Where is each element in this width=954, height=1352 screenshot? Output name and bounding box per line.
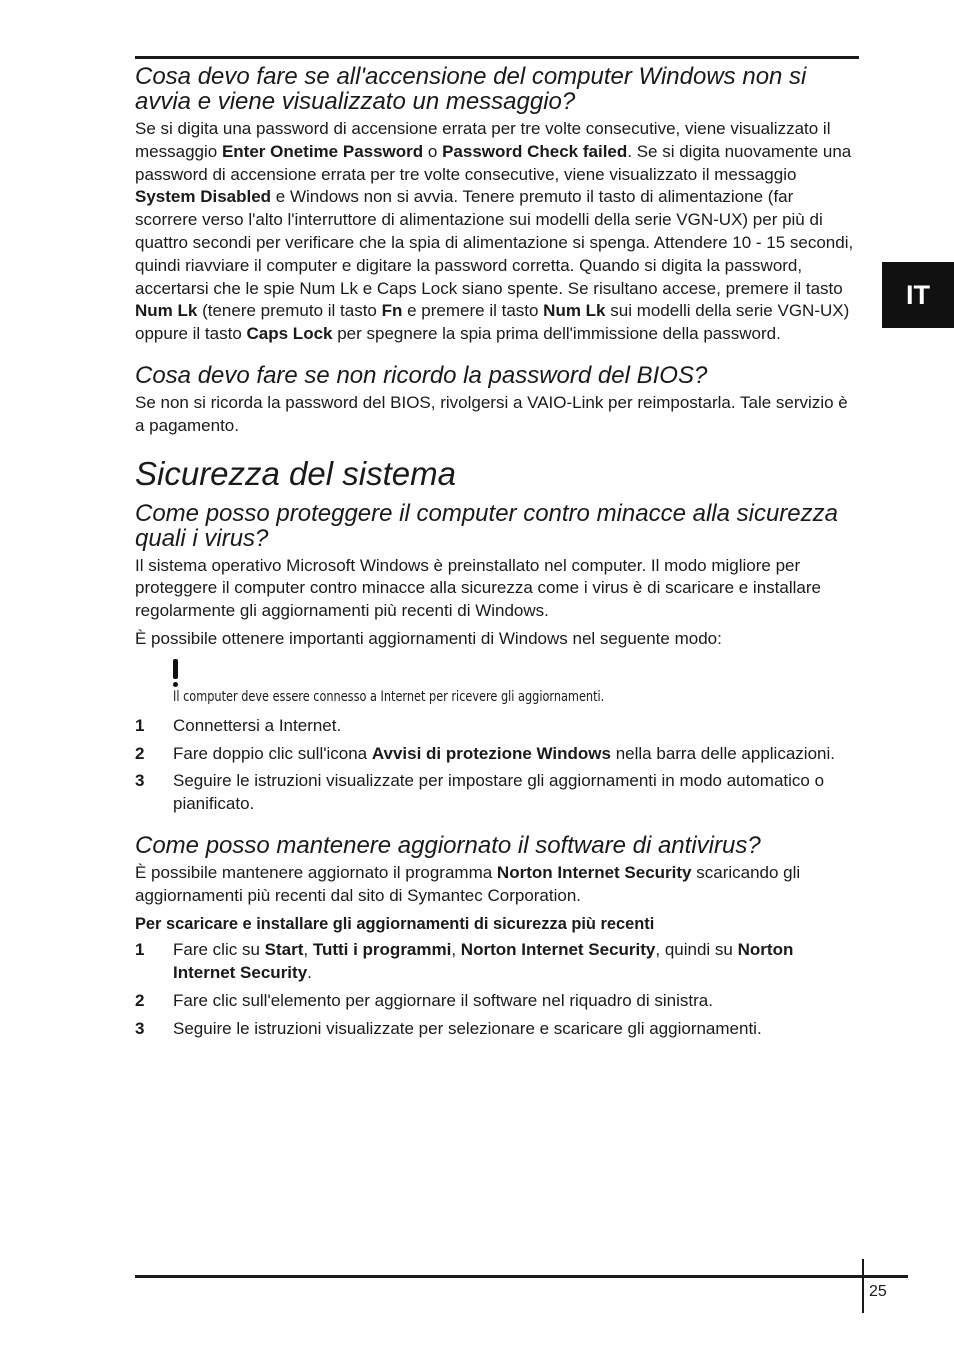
text-segment: Enter Onetime Password bbox=[221, 141, 424, 161]
text-segment: Se si digita una password di accensione errata per tre volte consecutive, viene visualizzato il messaggio bbox=[135, 119, 831, 161]
step-segment: Norton Internet Security bbox=[173, 940, 794, 983]
text-segment: Caps Lock bbox=[246, 324, 333, 344]
chapter-title: Sicurezza del sistema bbox=[135, 454, 456, 492]
text-segment: (tenere premuto il tasto bbox=[197, 301, 382, 321]
step-number: 1 bbox=[135, 715, 145, 735]
section-body-bios-password: Se non si ricorda la password del BIOS, rivolgersi a VAIO-Link per reimpostarla. Tale servizio è a pagamento. bbox=[135, 392, 848, 435]
step-number: 3 bbox=[135, 771, 145, 791]
step-segment: Connettersi a Internet. bbox=[173, 715, 342, 735]
step-segment: Norton Internet Security bbox=[460, 940, 656, 960]
text-segment: . Se si digita nuovamente una password di accensione errata per tre volte consecutive, viene visualizzato il messaggio bbox=[135, 141, 852, 184]
text-segment: Num Lk bbox=[135, 301, 198, 321]
list-item bbox=[135, 743, 859, 766]
step-number: 2 bbox=[135, 990, 145, 1010]
step-segment: Start bbox=[264, 940, 304, 960]
step-segment: Fare clic sull'elemento per aggiornare il software nel riquadro di sinistra. bbox=[173, 990, 713, 1010]
exclamation-icon bbox=[173, 659, 178, 679]
step-segment: , quindi su bbox=[655, 940, 738, 960]
step-segment: nella barra delle applicazioni. bbox=[611, 743, 835, 763]
text-segment: e premere il tasto bbox=[402, 301, 544, 321]
step-segment: Seguire le istruzioni visualizzate per selezionare e scaricare gli aggiornamenti. bbox=[173, 1018, 762, 1038]
section-body-virus-protection: Il sistema operativo Microsoft Windows è preinstallato nel computer. Il modo migliore per proteggere il computer contro minacce alla sicurezza come i virus è di scaricare e installare regolarmente gli aggiornamenti più recenti di Windows. bbox=[135, 555, 821, 621]
step-number: 2 bbox=[135, 743, 145, 763]
step-text bbox=[173, 1018, 859, 1041]
step-text bbox=[173, 770, 859, 816]
text-segment: System Disabled bbox=[135, 187, 272, 207]
section-heading-antivirus: Come posso mantenere aggiornato il software di antivirus? bbox=[135, 831, 761, 859]
list-item bbox=[135, 1018, 859, 1041]
section-body-antivirus bbox=[135, 862, 859, 908]
note-block bbox=[173, 659, 859, 707]
step-number: 1 bbox=[135, 940, 145, 960]
page-number-divider bbox=[862, 1259, 864, 1313]
page-number: 25 bbox=[869, 1283, 887, 1300]
list-item bbox=[135, 715, 859, 738]
step-segment: Tutti i programmi bbox=[312, 940, 452, 960]
section-heading-windows-message: Cosa devo fare se all'accensione del computer Windows non si avvia e viene visualizzato un messaggio? bbox=[135, 63, 807, 115]
step-text bbox=[173, 939, 859, 985]
procedure-title: Per scaricare e installare gli aggiornamenti di sicurezza più recenti bbox=[135, 914, 655, 933]
list-item bbox=[135, 990, 859, 1013]
text-segment: o bbox=[423, 141, 443, 161]
language-tab: IT bbox=[882, 262, 954, 328]
text-segment: e Windows non si avvia. Tenere premuto il tasto di alimentazione (far scorrere verso l'alto l'interruttore di alimentazione sui modelli della serie VGN-UX) per più di quattro secondi per verificare che la spia di alimentazione si spenga. Attendere 10 - 15 secondi, quindi riavviare il computer e digitare la password corretta. Quando si digita la password, accertarsi che le spie Num Lk e Caps Lock siano spente. Se risultano accese, premere il tasto bbox=[135, 187, 854, 298]
text-segment: Password Check failed bbox=[442, 141, 628, 161]
step-number: 3 bbox=[135, 1018, 145, 1038]
step-segment: Fare doppio clic sull'icona bbox=[173, 743, 372, 763]
step-segment: , bbox=[451, 940, 461, 960]
text-segment: sui modelli della serie VGN-UX) oppure il tasto bbox=[135, 301, 850, 344]
text-segment: Fn bbox=[381, 301, 403, 321]
step-segment: Seguire le istruzioni visualizzate per impostare gli aggiornamenti in modo automatico o pianificato. bbox=[173, 771, 825, 814]
list-item bbox=[135, 770, 859, 816]
bottom-rule bbox=[135, 1275, 908, 1278]
windows-update-steps bbox=[135, 715, 859, 816]
text-segment: Norton Internet Security bbox=[496, 862, 692, 882]
antivirus-update-steps bbox=[135, 939, 859, 1040]
step-text bbox=[173, 990, 859, 1013]
step-segment: Fare clic su bbox=[173, 940, 265, 960]
top-rule bbox=[135, 56, 859, 59]
step-text bbox=[173, 743, 859, 766]
section-body-windows-message bbox=[135, 118, 859, 346]
section-heading-virus-protection: Come posso proteggere il computer contro minacce alla sicurezza quali i virus? bbox=[135, 499, 838, 552]
page-content bbox=[135, 64, 859, 1046]
text-segment: Num Lk bbox=[543, 301, 606, 321]
text-segment: per spegnere la spia prima dell'immissione della password. bbox=[332, 324, 781, 344]
section-body-updates-intro: È possibile ottenere importanti aggiornamenti di Windows nel seguente modo: bbox=[135, 628, 722, 648]
text-segment: È possibile mantenere aggiornato il programma bbox=[135, 862, 497, 882]
step-segment: , bbox=[303, 940, 313, 960]
step-segment: Avvisi di protezione Windows bbox=[371, 743, 611, 763]
note-text: Il computer deve essere connesso a Internet per ricevere gli aggiornamenti. bbox=[173, 688, 605, 705]
text-segment: scaricando gli aggiornamenti più recenti dal sito di Symantec Corporation. bbox=[135, 862, 801, 905]
list-item bbox=[135, 939, 859, 985]
step-segment: . bbox=[307, 963, 312, 983]
step-text bbox=[173, 715, 859, 738]
section-heading-bios-password: Cosa devo fare se non ricordo la password del BIOS? bbox=[135, 361, 708, 389]
